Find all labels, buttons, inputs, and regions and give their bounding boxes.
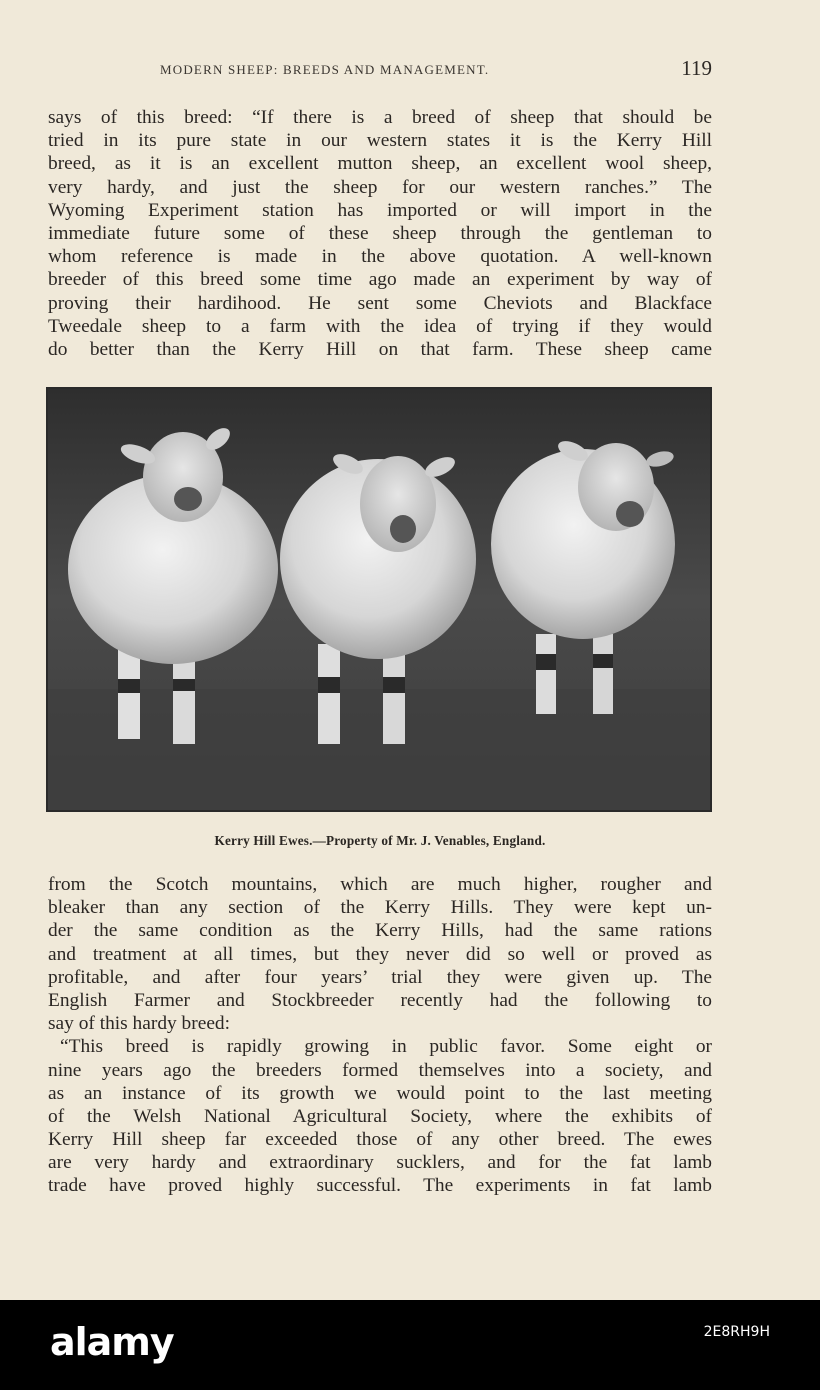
page-header (48, 56, 712, 86)
text-line: tried in its pure state in our western states it is the Kerry Hill (48, 130, 712, 152)
text-line: from the Scotch mountains, which are much higher, rougher and (48, 874, 712, 895)
sheep-photograph (46, 387, 712, 812)
text-line: whom reference is made in the above quotation. A well-known (48, 246, 712, 268)
text-line: as an instance of its growth we would point to the last meeting (48, 1082, 712, 1104)
figure-caption: Kerry Hill Ewes.—Property of Mr. J. Venables, England. (214, 833, 546, 848)
text-line: Kerry Hill sheep far exceeded those of any other breed. The ewes (48, 1129, 712, 1151)
text-line: says of this breed: “If there is a breed of sheep that should be (48, 107, 712, 128)
running-head: MODERN SHEEP: BREEDS AND MANAGEMENT. (160, 62, 490, 77)
bottom-paragraph (48, 873, 712, 1198)
text-line: “This breed is rapidly growing in public favor. Some eight or (60, 1036, 712, 1058)
text-line: are very hardy and extraordinary sucklers, and for the fat lamb (48, 1152, 712, 1174)
image-id: 2E8RH9H (703, 1324, 770, 1340)
text-line: proving their hardihood. He sent some Cheviots and Blackface (48, 292, 712, 314)
top-paragraph (48, 106, 712, 361)
text-line: English Farmer and Stockbreeder recently had the following to (48, 989, 712, 1011)
text-line: and treatment at all times, but they never did so well or proved as (48, 943, 712, 965)
text-line: say of this hardy breed: (48, 1013, 231, 1035)
text-line: breed, as it is an excellent mutton sheep, an excellent wool sheep, (48, 153, 712, 175)
image-id-block (704, 1322, 770, 1342)
text-line: nine years ago the breeders formed themselves into a society, and (48, 1059, 712, 1081)
text-line: trade have proved highly successful. The experiments in fat lamb (48, 1175, 712, 1197)
text-line: Tweedale sheep to a farm with the idea of trying if they would (48, 315, 712, 337)
text-line: Wyoming Experiment station has imported or will import in the (48, 199, 712, 221)
text-line: bleaker than any section of the Kerry Hills. They were kept un- (48, 897, 712, 919)
alamy-logo: alamy (50, 1320, 174, 1364)
text-line: do better than the Kerry Hill on that farm. These sheep came (48, 338, 712, 360)
text-line: of the Welsh National Agricultural Society, where the exhibits of (48, 1105, 712, 1127)
page-number: 119 (681, 56, 712, 80)
sheep-photo-illustration (48, 389, 710, 810)
text-line: der the same condition as the Kerry Hills, had the same rations (48, 920, 712, 942)
text-line: breeder of this breed some time ago made an experiment by way of (48, 269, 712, 291)
text-line: immediate future some of these sheep through the gentleman to (48, 222, 712, 244)
stock-watermark-bar (0, 1300, 820, 1390)
text-line: very hardy, and just the sheep for our western ranches.” The (48, 176, 712, 198)
text-line: profitable, and after four years’ trial they were given up. The (48, 966, 712, 988)
